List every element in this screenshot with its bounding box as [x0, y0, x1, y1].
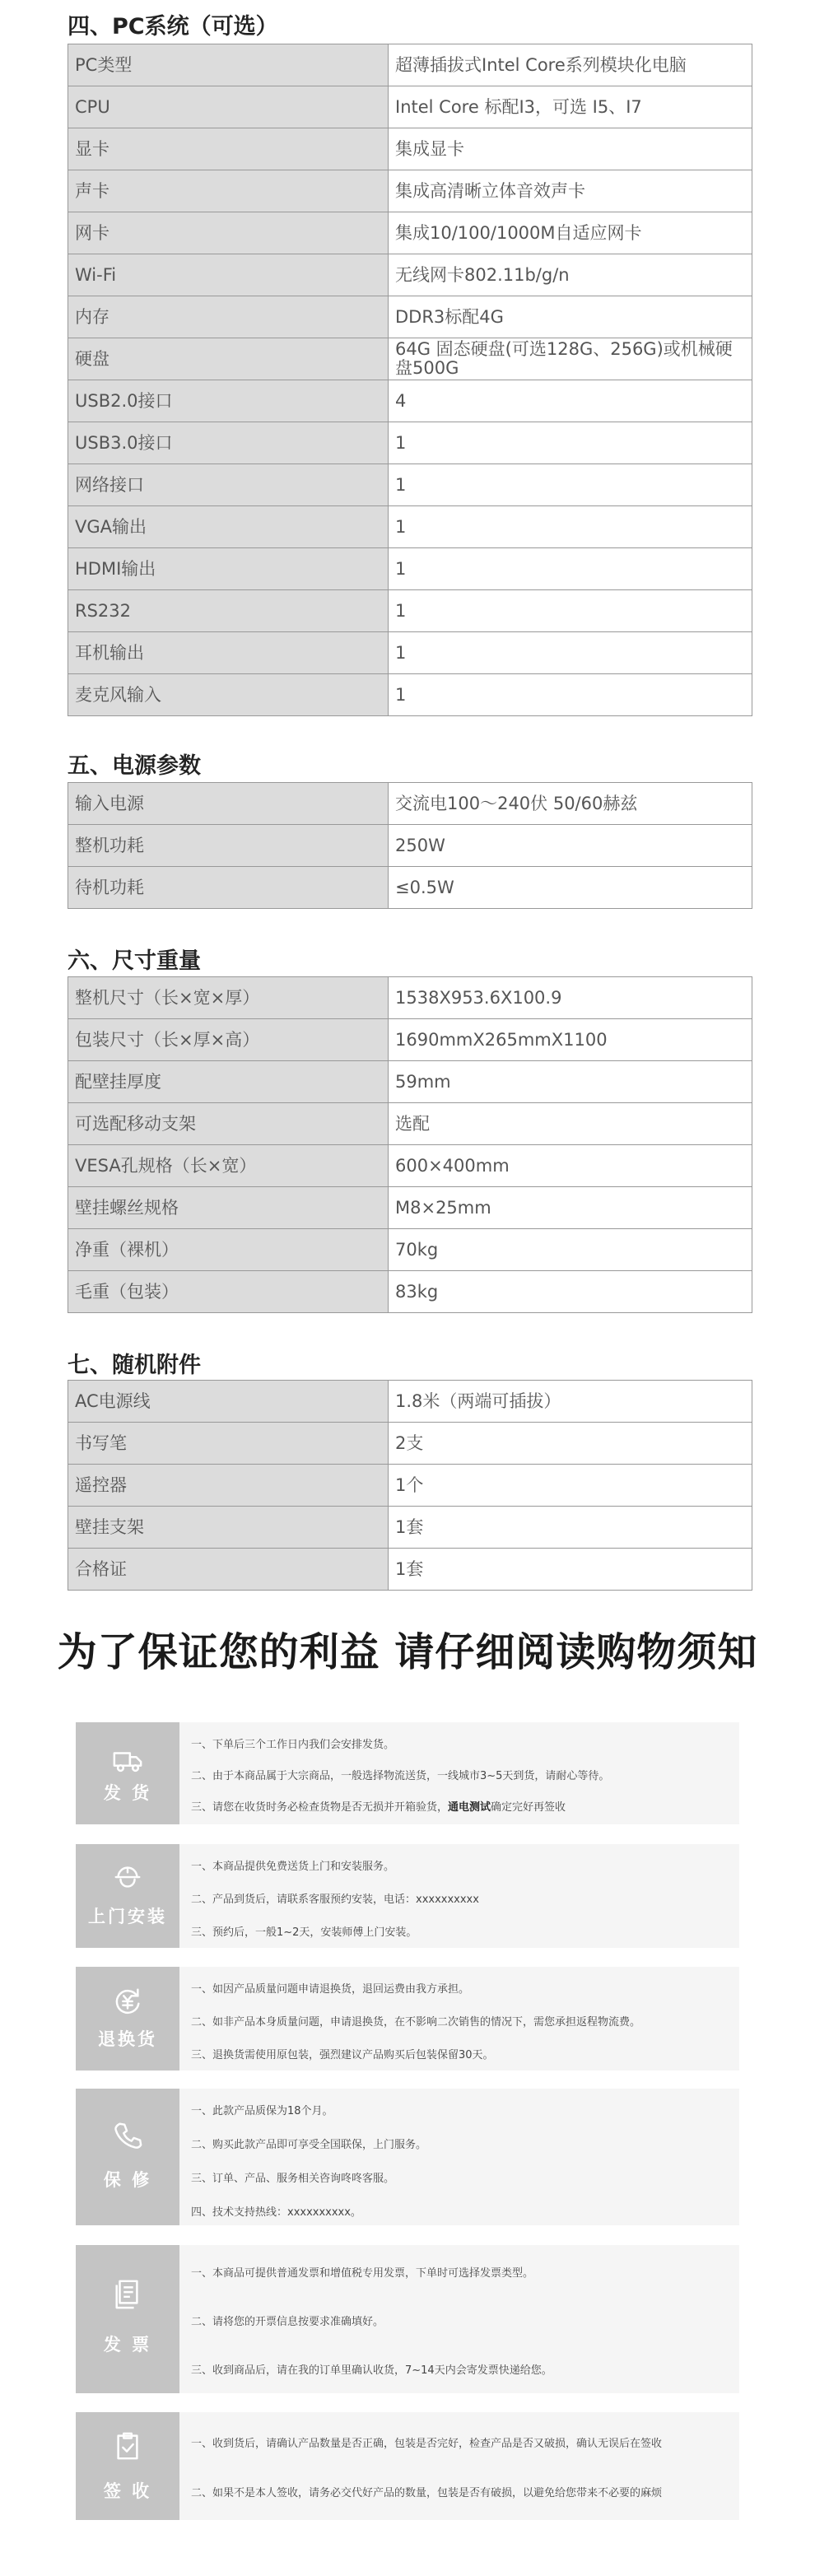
- notice-label-warranty: 保 修: [103, 2170, 152, 2190]
- notice-label-receipt: 签 收: [103, 2481, 152, 2501]
- spec-row: [68, 548, 752, 590]
- notice-block-warranty: [76, 2089, 739, 2225]
- spec-row: [68, 296, 752, 338]
- spec-key: HDMI输出: [68, 548, 389, 590]
- spec-row: [68, 44, 752, 86]
- spec-value: 1538X953.6X100.9: [389, 977, 752, 1019]
- spec-key: 合格证: [68, 1549, 389, 1591]
- spec-key: 整机功耗: [68, 825, 389, 867]
- notice-line: 三、收到商品后，请在我的订单里确认收货，7~14天内会寄发票快递给您。: [191, 2364, 552, 2377]
- spec-row: [68, 590, 752, 632]
- notice-side-shipping: [76, 1722, 179, 1824]
- spec-value: 1690mmX265mmX1100: [389, 1019, 752, 1061]
- spec-row: [68, 212, 752, 254]
- spec-value: 250W: [389, 825, 752, 867]
- spec-key: 网卡: [68, 212, 389, 254]
- section-title-pc: 四、PC系统（可选）: [68, 14, 278, 40]
- notice-line: 三、订单、产品、服务相关咨询咚咚客服。: [191, 2173, 395, 2185]
- spec-key: 输入电源: [68, 783, 389, 825]
- spec-value: 集成10/100/1000M自适应网卡: [389, 212, 752, 254]
- spec-value: 交流电100～240伏 50/60赫兹: [389, 783, 752, 825]
- spec-key: 包装尺寸（长×厚×高）: [68, 1019, 389, 1061]
- spec-row: [68, 1271, 752, 1313]
- section-title-accessories: 七、随机附件: [68, 1353, 201, 1378]
- spec-key: 待机功耗: [68, 867, 389, 909]
- spec-row: [68, 170, 752, 212]
- notice-line: 一、此款产品质保为18个月。: [191, 2105, 333, 2117]
- notice-line: 三、预约后，一般1~2天，安装师傅上门安装。: [191, 1926, 417, 1939]
- notice-block-invoice: [76, 2245, 739, 2393]
- spec-key: AC电源线: [68, 1381, 389, 1423]
- refund-icon: [112, 1985, 143, 2016]
- notice-side-invoice: [76, 2245, 179, 2393]
- notice-block-install: [76, 1844, 739, 1948]
- notice-line: 二、如非产品本身质量问题，申请退换货，在不影响二次销售的情况下，需您承担返程物流费。: [191, 2016, 641, 2029]
- notice-line: 二、购买此款产品即可享受全国联保，上门服务。: [191, 2139, 427, 2151]
- spec-row: [68, 674, 752, 716]
- notice-line: 一、本商品提供免费送货上门和安装服务。: [191, 1861, 395, 1873]
- spec-row: [68, 1507, 752, 1549]
- spec-key: 毛重（包装）: [68, 1271, 389, 1313]
- spec-value: Intel Core 标配I3，可选 I5、I7: [389, 86, 752, 128]
- notice-line: 二、请将您的开票信息按要求准确填好。: [191, 2316, 384, 2328]
- spec-row: [68, 86, 752, 128]
- notice-side-receipt: [76, 2412, 179, 2520]
- worker-icon: [112, 1862, 143, 1894]
- notice-side-install: [76, 1844, 179, 1948]
- spec-key: 网络接口: [68, 464, 389, 506]
- spec-key: 遥控器: [68, 1465, 389, 1507]
- spec-value: 600×400mm: [389, 1145, 752, 1187]
- spec-key: 声卡: [68, 170, 389, 212]
- spec-value: 83kg: [389, 1271, 752, 1313]
- notice-line: 二、如果不是本人签收，请务必交代好产品的数量，包装是否有破损，以避免给您带来不必要的麻烦: [191, 2487, 663, 2499]
- spec-key: 净重（裸机）: [68, 1229, 389, 1271]
- notice-line: 三、退换货需使用原包装，强烈建议产品购买后包装保留30天。: [191, 2049, 494, 2061]
- spec-key: PC类型: [68, 44, 389, 86]
- spec-key: VESA孔规格（长×宽）: [68, 1145, 389, 1187]
- spec-key: USB3.0接口: [68, 422, 389, 464]
- spec-row: [68, 1423, 752, 1465]
- spec-key: VGA输出: [68, 506, 389, 548]
- spec-value: 2支: [389, 1423, 752, 1465]
- spec-row: [68, 1381, 752, 1423]
- spec-value: 1套: [389, 1507, 752, 1549]
- spec-key: 耳机输出: [68, 632, 389, 674]
- spec-key: 壁挂螺丝规格: [68, 1187, 389, 1229]
- spec-row: [68, 977, 752, 1019]
- spec-value: 1个: [389, 1465, 752, 1507]
- notice-block-shipping: [76, 1722, 739, 1824]
- spec-row: [68, 1061, 752, 1103]
- spec-value: 超薄插拔式Intel Core系列模块化电脑: [389, 44, 752, 86]
- shopping-notice-title: 为了保证您的利益 请仔细阅读购物须知: [57, 1629, 758, 1675]
- spec-row: [68, 632, 752, 674]
- spec-table-accessories: [68, 1380, 752, 1591]
- spec-row: [68, 464, 752, 506]
- section-title-size: 六、尺寸重量: [68, 948, 201, 974]
- spec-row: [68, 867, 752, 909]
- spec-row: [68, 1229, 752, 1271]
- spec-row: [68, 825, 752, 867]
- spec-key: 麦克风输入: [68, 674, 389, 716]
- truck-icon: [112, 1745, 143, 1777]
- spec-value: 70kg: [389, 1229, 752, 1271]
- section-title-power: 五、电源参数: [68, 753, 201, 779]
- spec-value: ≤0.5W: [389, 867, 752, 909]
- spec-value: 1: [389, 632, 752, 674]
- notice-side-warranty: [76, 2089, 179, 2225]
- spec-key: Wi-Fi: [68, 254, 389, 296]
- spec-key: 配壁挂厚度: [68, 1061, 389, 1103]
- spec-row: [68, 380, 752, 422]
- notice-line: 一、下单后三个工作日内我们会安排发货。: [191, 1739, 395, 1751]
- notice-label-returns: 退换货: [98, 2029, 157, 2049]
- spec-row: [68, 1187, 752, 1229]
- notice-line: 二、产品到货后，请联系客服预约安装，电话：xxxxxxxxxx: [191, 1894, 479, 1906]
- spec-value: 1: [389, 590, 752, 632]
- notice-line: 三、请您在收货时务必检查货物是否无损并开箱验货，通电测试确定完好再签收: [191, 1801, 566, 1814]
- spec-value: 集成高清晰立体音效声卡: [389, 170, 752, 212]
- spec-value: 选配: [389, 1103, 752, 1145]
- spec-value: 1: [389, 506, 752, 548]
- spec-row: [68, 338, 752, 380]
- spec-key: 壁挂支架: [68, 1507, 389, 1549]
- spec-value: 集成显卡: [389, 128, 752, 170]
- spec-key: USB2.0接口: [68, 380, 389, 422]
- notice-line: 一、收到货后，请确认产品数量是否正确，包装是否完好，检查产品是否又破损，确认无误后在签收: [191, 2438, 663, 2450]
- notice-line: 一、如因产品质量问题申请退换货，退回运费由我方承担。: [191, 1983, 470, 1996]
- notice-block-returns: [76, 1967, 739, 2071]
- spec-value: M8×25mm: [389, 1187, 752, 1229]
- spec-value: 1: [389, 464, 752, 506]
- spec-row: [68, 254, 752, 296]
- spec-table-size: [68, 976, 752, 1313]
- spec-row: [68, 1103, 752, 1145]
- spec-value: 无线网卡802.11b/g/n: [389, 254, 752, 296]
- spec-key: 硬盘: [68, 338, 389, 380]
- spec-key: 内存: [68, 296, 389, 338]
- phone-icon: [112, 2120, 143, 2151]
- spec-row: [68, 128, 752, 170]
- spec-row: [68, 506, 752, 548]
- spec-value: 1.8米（两端可插拔）: [389, 1381, 752, 1423]
- spec-row: [68, 783, 752, 825]
- spec-row: [68, 1549, 752, 1591]
- spec-row: [68, 1019, 752, 1061]
- notice-line: 四、技术支持热线：xxxxxxxxxx。: [191, 2206, 361, 2219]
- notice-block-receipt: [76, 2412, 739, 2520]
- spec-key: 显卡: [68, 128, 389, 170]
- spec-value: 1套: [389, 1549, 752, 1591]
- spec-key: RS232: [68, 590, 389, 632]
- notice-line: 二、由于本商品属于大宗商品，一般选择物流送货，一线城市3~5天到货，请耐心等待。: [191, 1770, 610, 1782]
- spec-value: 4: [389, 380, 752, 422]
- spec-value: 59mm: [389, 1061, 752, 1103]
- clipboard-check-icon: [112, 2430, 143, 2462]
- spec-value: 1: [389, 674, 752, 716]
- notice-line: 一、本商品可提供普通发票和增值税专用发票，下单时可选择发票类型。: [191, 2267, 534, 2280]
- spec-value: 1: [389, 548, 752, 590]
- spec-value: 64G 固态硬盘(可选128G、256G)或机械硬盘500G: [389, 338, 752, 380]
- spec-row: [68, 1145, 752, 1187]
- spec-key: 书写笔: [68, 1423, 389, 1465]
- spec-row: [68, 1465, 752, 1507]
- spec-key: 整机尺寸（长×宽×厚）: [68, 977, 389, 1019]
- invoice-icon: [112, 2278, 143, 2309]
- spec-value: 1: [389, 422, 752, 464]
- notice-label-install: 上门安装: [88, 1907, 167, 1926]
- spec-key: CPU: [68, 86, 389, 128]
- spec-table-power: [68, 782, 752, 909]
- spec-row: [68, 422, 752, 464]
- spec-key: 可选配移动支架: [68, 1103, 389, 1145]
- spec-value: DDR3标配4G: [389, 296, 752, 338]
- notice-side-returns: [76, 1967, 179, 2071]
- spec-table-pc: [68, 44, 752, 716]
- notice-label-shipping: 发 货: [103, 1783, 152, 1803]
- notice-label-invoice: 发 票: [103, 2335, 152, 2355]
